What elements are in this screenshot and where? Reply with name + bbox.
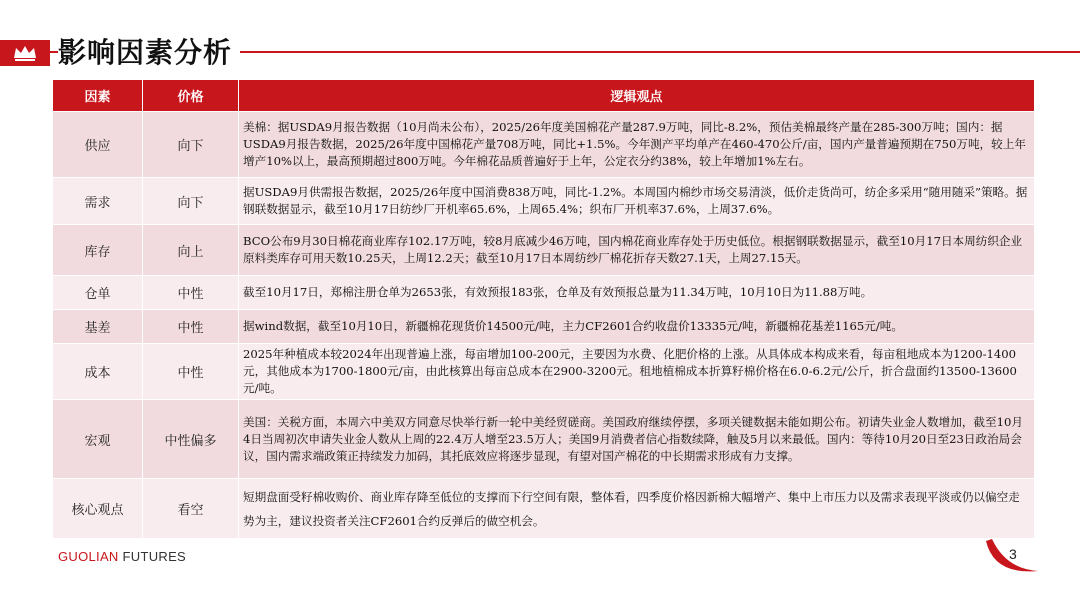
price-cell: 中性 xyxy=(143,276,239,310)
header-price: 价格 xyxy=(143,80,239,112)
crown-badge xyxy=(0,40,50,66)
logic-cell: 短期盘面受籽棉收购价、商业库存降至低位的支撑而下行空间有限，整体看，四季度价格因新棉大幅增产、集中上市压力以及需求表现平淡或仍以偏空走势为主，建议投资者关注CF2601合约反弹后的做空机会。 xyxy=(239,479,1035,539)
factor-cell: 库存 xyxy=(53,225,143,276)
factor-cell: 核心观点 xyxy=(53,479,143,539)
factor-cell: 基差 xyxy=(53,310,143,344)
logic-cell: 美棉：据USDA9月报告数据（10月尚未公布），2025/26年度美国棉花产量287.9万吨，同比-8.2%，预估美棉最终产量在285-300万吨；国内：据USDA9月报告数据，2025/26年度中国棉花产量708万吨，同比+1.5%。今年测产平均单产在460-470公斤/亩，国内产量普遍预期在750万吨，较上年增产10%以上，最高预期超过800万吨。今年棉花品质普遍好于上年，公定衣分约38%，较上年增加1%左右。 xyxy=(239,112,1035,178)
table-row-macro xyxy=(53,400,1035,479)
factor-table xyxy=(52,79,1035,539)
price-cell: 看空 xyxy=(143,479,239,539)
brand-name-part2: FUTURES xyxy=(118,549,187,564)
price-cell: 中性 xyxy=(143,344,239,400)
header-factor: 因素 xyxy=(53,80,143,112)
header-logic: 逻辑观点 xyxy=(239,80,1035,112)
logic-cell: BCO公布9月30日棉花商业库存102.17万吨，较8月底减少46万吨，国内棉花商业库存处于历史低位。根据钢联数据显示，截至10月17日本周纺织企业原料类库存可用天数10.25天，上周12.2天；截至10月17日本周纺纱厂棉花折存天数27.1天，上周27.15天。 xyxy=(239,225,1035,276)
logic-cell: 2025年种植成本较2024年出现普遍上涨，每亩增加100-200元，主要因为水费、化肥价格的上涨。从具体成本构成来看，每亩租地成本为1200-1400元，其他成本为1700-1800元/亩，由此核算出每亩总成本在2900-3200元。租地植棉成本折算籽棉价格在6.0-6.2元/公斤，折合盘面约13500-13600元/吨。 xyxy=(239,344,1035,400)
table-row-cost xyxy=(53,344,1035,400)
table-row-warrant xyxy=(53,276,1035,310)
table-row-basis xyxy=(53,310,1035,344)
title-bar xyxy=(0,28,1080,74)
page-number: 3 xyxy=(1009,546,1017,562)
factor-cell: 成本 xyxy=(53,344,143,400)
factor-cell: 仓单 xyxy=(53,276,143,310)
table-row-inventory xyxy=(53,225,1035,276)
price-cell: 向下 xyxy=(143,178,239,225)
logic-cell: 据wind数据，截至10月10日，新疆棉花现货价14500元/吨，主力CF2601合约收盘价13335元/吨，新疆棉花基差1165元/吨。 xyxy=(239,310,1035,344)
table-header-row xyxy=(53,80,1035,112)
price-cell: 向上 xyxy=(143,225,239,276)
brand-logo xyxy=(58,549,186,564)
table-row-supply xyxy=(53,112,1035,178)
logic-cell: 据USDA9月供需报告数据，2025/26年度中国消费838万吨，同比-1.2%。本周国内棉纱市场交易清淡，低价走货尚可，纺企多采用“随用随采”策略。据钢联数据显示，截至10月17日纺纱厂开机率65.6%，上周65.4%；织布厂开机率37.6%，上周37.6%。 xyxy=(239,178,1035,225)
factor-cell: 宏观 xyxy=(53,400,143,479)
slide-title: 影响因素分析 xyxy=(58,31,240,71)
brand-name-part1: GUOLIAN xyxy=(58,549,119,564)
logic-cell: 截至10月17日，郑棉注册仓单为2653张，有效预报183张，仓单及有效预报总量为11.34万吨，10月10日为11.88万吨。 xyxy=(239,276,1035,310)
crown-icon xyxy=(12,44,38,62)
table-row-demand xyxy=(53,178,1035,225)
factor-cell: 需求 xyxy=(53,178,143,225)
price-cell: 中性偏多 xyxy=(143,400,239,479)
price-cell: 向下 xyxy=(143,112,239,178)
price-cell: 中性 xyxy=(143,310,239,344)
table-row-core-view xyxy=(53,479,1035,539)
factor-cell: 供应 xyxy=(53,112,143,178)
logic-cell: 美国：关税方面，本周六中美双方同意尽快举行新一轮中美经贸磋商。美国政府继续停摆，多项关键数据未能如期公布。初请失业金人数增加，截至10月4日当周初次申请失业金人数从上周的22.4万人增至23.5万人；美国9月消费者信心指数续降，触及5月以来最低。国内：等待10月20日至23日政治局会议，国内需求端政策正持续发力加码，其托底效应将逐步显现，有望对国产棉花的中长期需求形成有力支撑。 xyxy=(239,400,1035,479)
